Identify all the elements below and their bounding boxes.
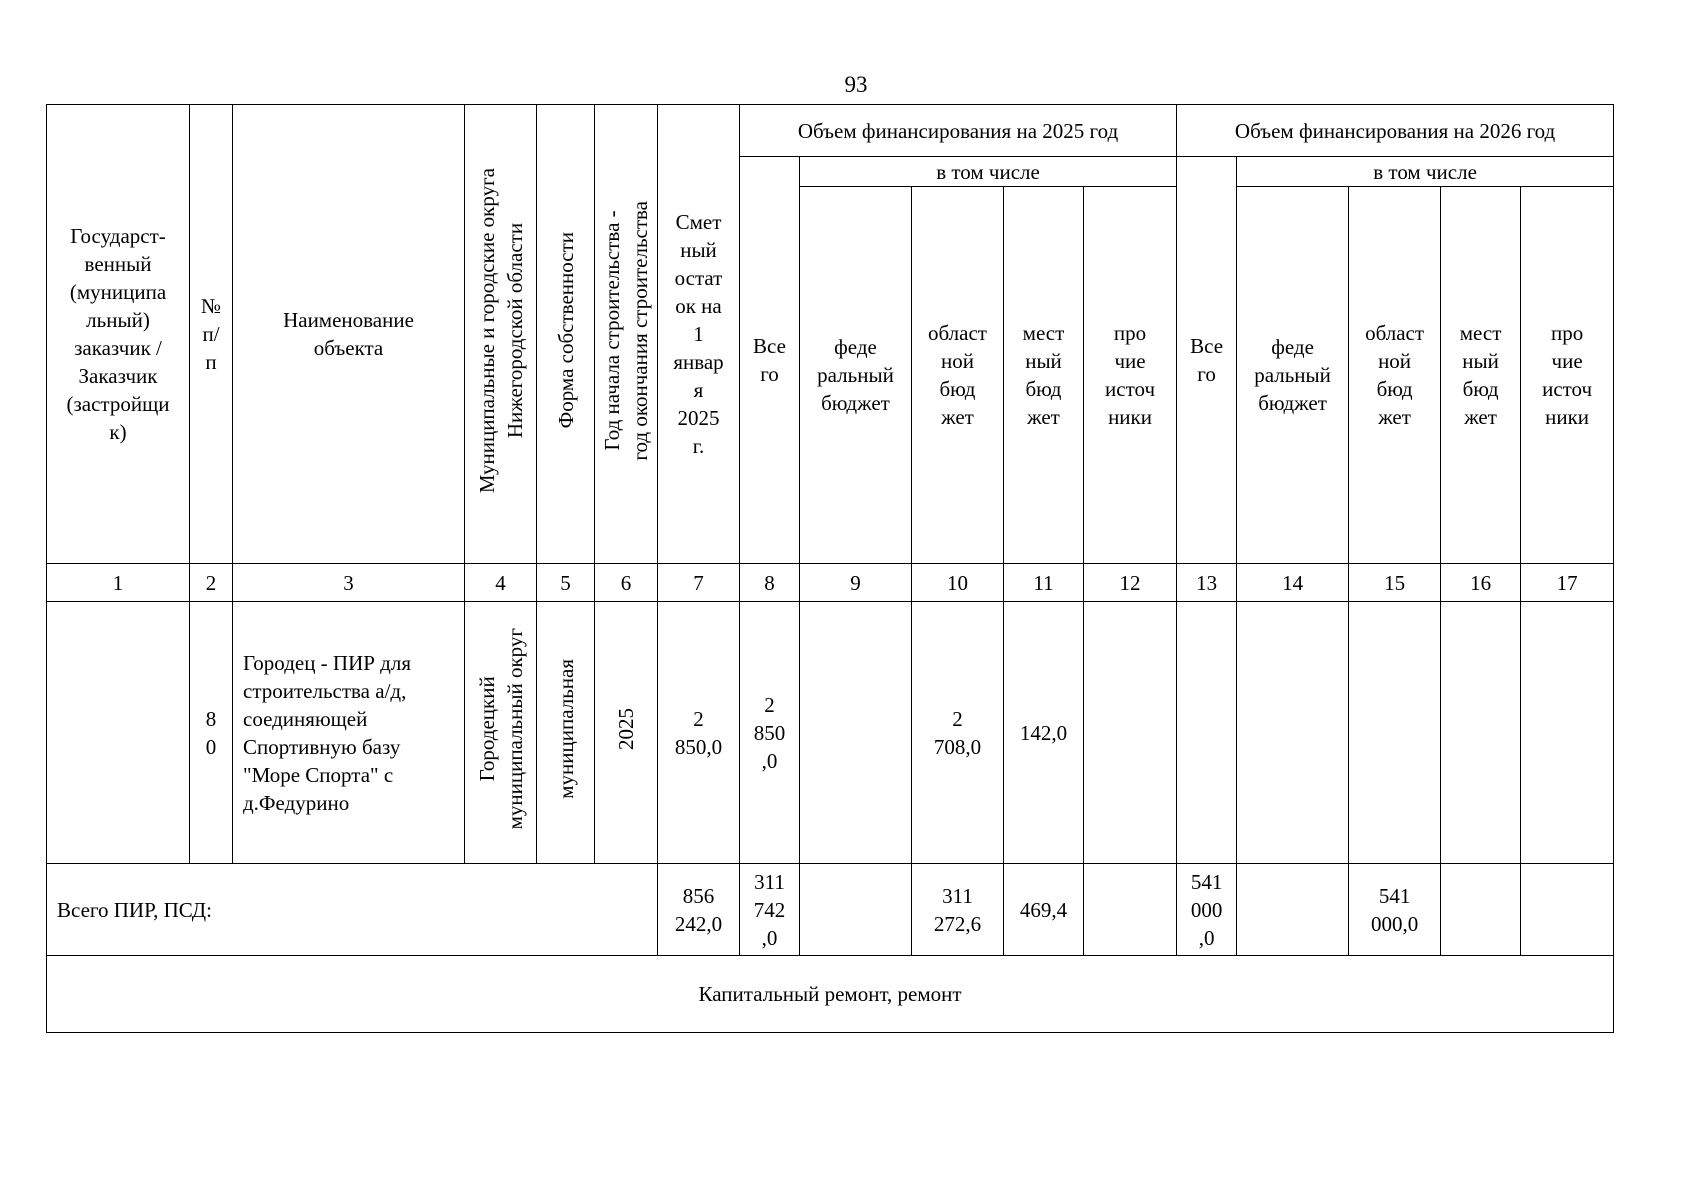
column-number: 2 (190, 564, 233, 602)
summary-federal-2025 (800, 864, 912, 956)
row-regional-2025: 2 708,0 (912, 602, 1004, 864)
summary-total-2026: 541 000 ,0 (1177, 864, 1237, 956)
header-regional-2025: област ной бюд жет (912, 187, 1004, 564)
column-number: 16 (1441, 564, 1521, 602)
column-number: 12 (1084, 564, 1177, 602)
row-municipality: Городецкий муниципальный округ (474, 628, 527, 830)
header-other-2026: про чие источ ники (1521, 187, 1614, 564)
header-years: Год начала строительства - год окончания строительства (600, 200, 652, 461)
row-years: 2025 (614, 708, 638, 750)
summary-regional-2025: 311 272,6 (912, 864, 1004, 956)
row-years-cell (595, 602, 658, 864)
row-regional-2026 (1349, 602, 1441, 864)
row-local-2025: 142,0 (1004, 602, 1084, 864)
summary-row (47, 864, 1614, 956)
header-other-2025: про чие источ ники (1084, 187, 1177, 564)
column-number: 4 (465, 564, 537, 602)
header-federal-2025: феде ральный бюджет (800, 187, 912, 564)
header-regional-2026: област ной бюд жет (1349, 187, 1441, 564)
column-number: 7 (658, 564, 740, 602)
row-total-2026 (1177, 602, 1237, 864)
header-years-cell (595, 105, 658, 564)
summary-total-2025: 311 742 ,0 (740, 864, 800, 956)
header-municipality-cell (465, 105, 537, 564)
summary-other-2026 (1521, 864, 1614, 956)
summary-label: Всего ПИР, ПСД: (47, 864, 658, 956)
row-estimate: 2 850,0 (658, 602, 740, 864)
header-federal-2026: феде ральный бюджет (1237, 187, 1349, 564)
header-total-2025: Все го (740, 157, 800, 564)
summary-regional-2026: 541 000,0 (1349, 864, 1441, 956)
header-total-2026: Все го (1177, 157, 1237, 564)
header-fin-2025: Объем финансирования на 2025 год (740, 105, 1177, 157)
header-ownership-cell (537, 105, 595, 564)
header-local-2026: мест ный бюд жет (1441, 187, 1521, 564)
summary-local-2026 (1441, 864, 1521, 956)
column-number: 14 (1237, 564, 1349, 602)
header-including-2026: в том числе (1237, 157, 1614, 187)
header-local-2025: мест ный бюд жет (1004, 187, 1084, 564)
header-customer: Государст- венный (муниципа льный) заказчик / Заказчик (застройщи к) (47, 105, 190, 564)
row-object-name: Городец - ПИР для строительства а/д, соединяющей Спортивную базу "Море Спорта" с д.Федурино (233, 602, 465, 864)
header-object-name: Наименование объекта (233, 105, 465, 564)
summary-estimate: 856 242,0 (658, 864, 740, 956)
column-number: 6 (595, 564, 658, 602)
row-federal-2026 (1237, 602, 1349, 864)
column-number: 13 (1177, 564, 1237, 602)
financing-table (46, 104, 1614, 1033)
row-ownership: муниципальная (553, 659, 578, 799)
header-estimate: Смет ный остат ок на 1 январ я 2025 г. (658, 105, 740, 564)
row-other-2025 (1084, 602, 1177, 864)
column-number: 5 (537, 564, 595, 602)
column-number: 1 (47, 564, 190, 602)
column-number-row (47, 564, 1614, 602)
row-ownership-cell (537, 602, 595, 864)
row-total-2025: 2 850 ,0 (740, 602, 800, 864)
summary-other-2025 (1084, 864, 1177, 956)
page-number: 93 (844, 72, 868, 97)
column-number: 15 (1349, 564, 1441, 602)
table-row (47, 602, 1614, 864)
summary-local-2025: 469,4 (1004, 864, 1084, 956)
row-federal-2025 (800, 602, 912, 864)
column-number: 10 (912, 564, 1004, 602)
row-number: 8 0 (190, 602, 233, 864)
section-title: Капитальный ремонт, ремонт (47, 956, 1614, 1033)
column-number: 8 (740, 564, 800, 602)
header-number: № п/ п (190, 105, 233, 564)
header-fin-2026: Объем финансирования на 2026 год (1177, 105, 1614, 157)
row-local-2026 (1441, 602, 1521, 864)
row-other-2026 (1521, 602, 1614, 864)
row-municipality-cell (465, 602, 537, 864)
column-number: 3 (233, 564, 465, 602)
column-number: 9 (800, 564, 912, 602)
header-ownership: Форма собственности (553, 232, 578, 429)
row-customer (47, 602, 190, 864)
header-municipality: Муниципальные и городские округа Нижегородской области (474, 167, 527, 494)
header-including-2025: в том числе (800, 157, 1177, 187)
column-number: 17 (1521, 564, 1614, 602)
column-number: 11 (1004, 564, 1084, 602)
summary-federal-2026 (1237, 864, 1349, 956)
